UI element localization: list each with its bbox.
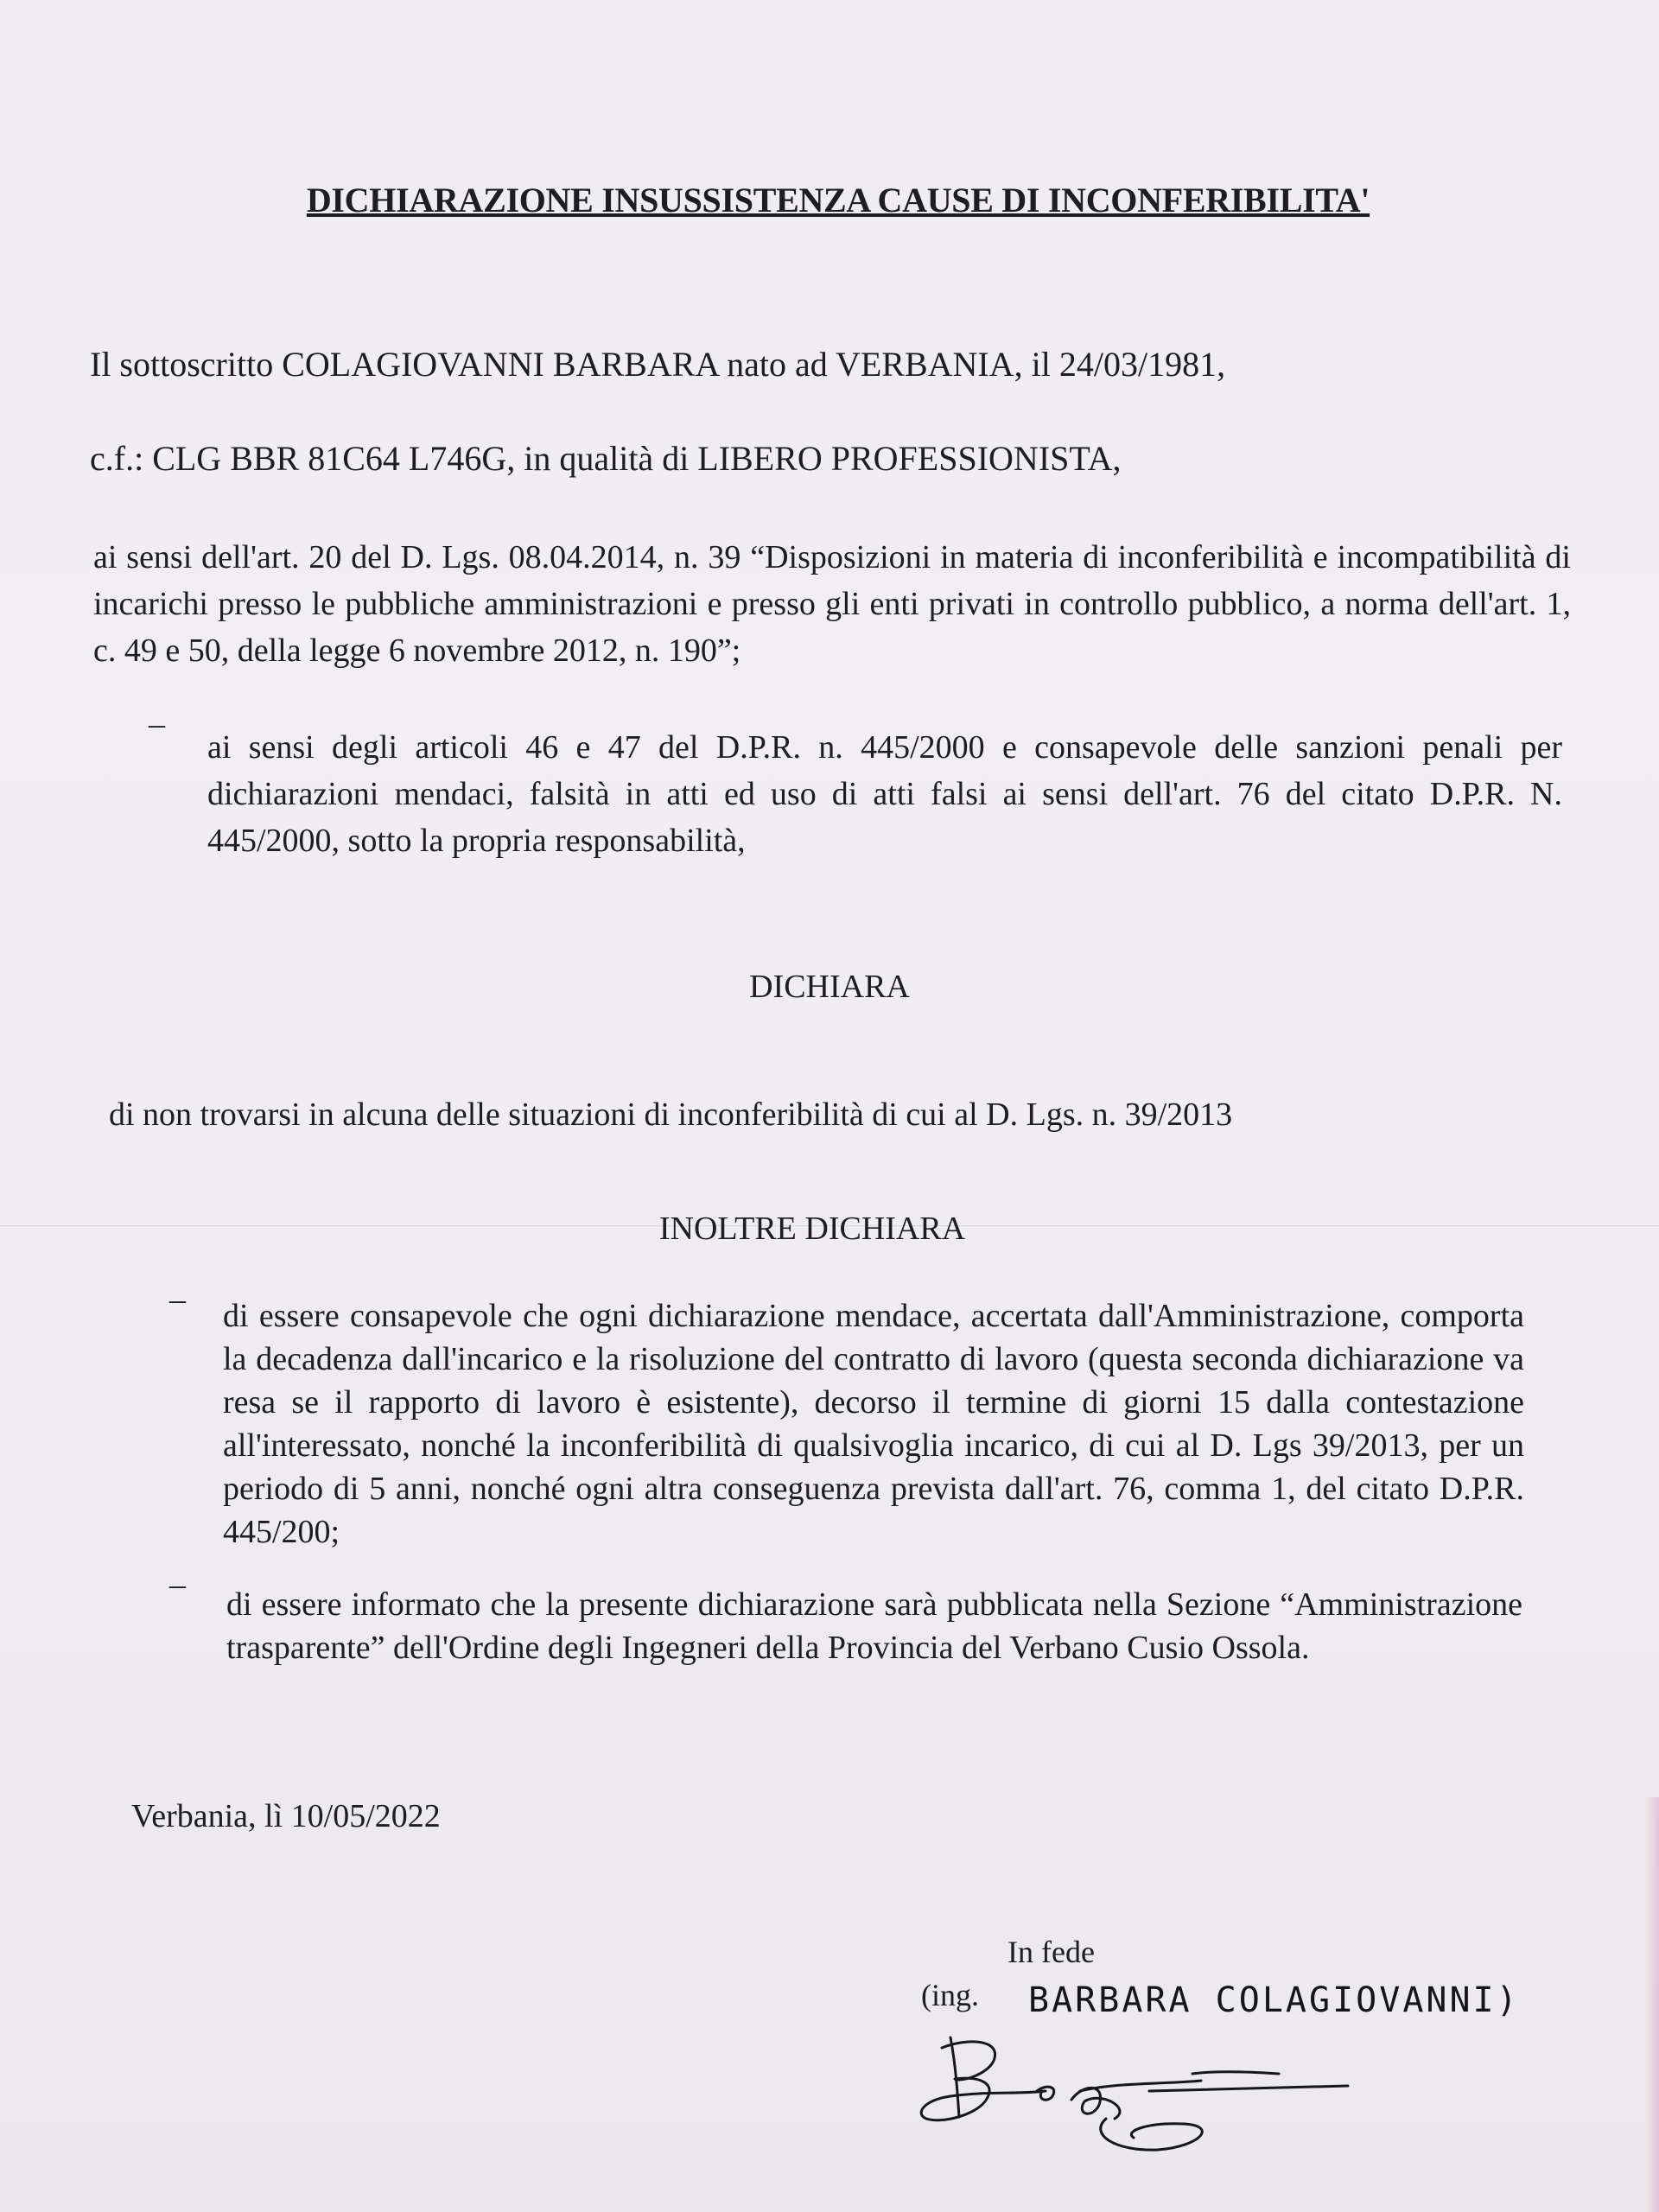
ing-prefix: (ing. <box>921 1978 979 2012</box>
inoltre-dichiara-heading: INOLTRE DICHIARA <box>658 1211 966 1247</box>
consapevole-bullet-paragraph: di essere consapevole che ogni dichiarazione mendace, accertata dall'Amministrazione, comporta la decadenza dall'incarico e la risoluzione del contratto di lavoro (questa seconda dichiarazione va resa se il rapporto di lavoro è esistente), decorso il termine di giorni 15 dalla contestazione all'interessato, nonché la inconferibilità di qualsivoglia incarico, di cui al D. Lgs 39/2013, per un periodo di 5 anni, nonché ogni altra conseguenza prevista dall'art. 76, comma 1, del citato D.P.R. 445/200; <box>223 1298 1524 1550</box>
intro-line-1: Il sottoscritto COLAGIOVANNI BARBARA nato ad VERBANIA, il 24/03/1981, <box>90 345 1226 384</box>
bullet-dash: – <box>149 706 165 742</box>
bullet-dash: – <box>169 1281 186 1318</box>
intro-line-2: c.f.: CLG BBR 81C64 L746G, in qualità di LIBERO PROFESSIONISTA, <box>90 439 1122 478</box>
informato-bullet-paragraph: di essere informato che la presente dichiarazione sarà pubblicata nella Sezione “Amministrazione trasparente” dell'Ordine degli Ingegneri della Provincia del Verbano Cusio Ossola. <box>226 1586 1522 1666</box>
declaration-line: di non trovarsi in alcuna delle situazioni di inconferibilità di cui al D. Lgs. n. 39/2013 <box>109 1096 1233 1133</box>
background-edge <box>1645 1797 1659 2212</box>
dpr-bullet-paragraph: ai sensi degli articoli 46 e 47 del D.P.R. n. 445/2000 e consapevole delle sanzioni penali per dichiarazioni mendaci, falsità in atti ed uso di atti falsi ai sensi dell'art. 76 del citato D.P.R. N. 445/2000, sotto la propria responsabilità, <box>207 729 1562 859</box>
legal-basis-paragraph: ai sensi dell'art. 20 del D. Lgs. 08.04.2014, n. 39 “Disposizioni in materia di inconferibilità e incompatibilità di incarichi presso le pubbliche amministrazioni e presso gli enti privati in controllo pubblico, a norma dell'art. 1, c. 49 e 50, della legge 6 novembre 2012, n. 190”; <box>93 539 1571 669</box>
place-and-date: Verbania, lì 10/05/2022 <box>131 1798 441 1834</box>
dichiara-heading: DICHIARA <box>749 969 910 1005</box>
signature-image <box>907 2022 1374 2160</box>
bullet-dash: – <box>169 1567 186 1603</box>
document-title: DICHIARAZIONE INSUSSISTENZA CAUSE DI INCONFERIBILITA' <box>306 181 1370 219</box>
handwritten-name: BARBARA COLAGIOVANNI) <box>1028 1980 1520 2020</box>
in-fede-label: In fede <box>1007 1935 1095 1969</box>
